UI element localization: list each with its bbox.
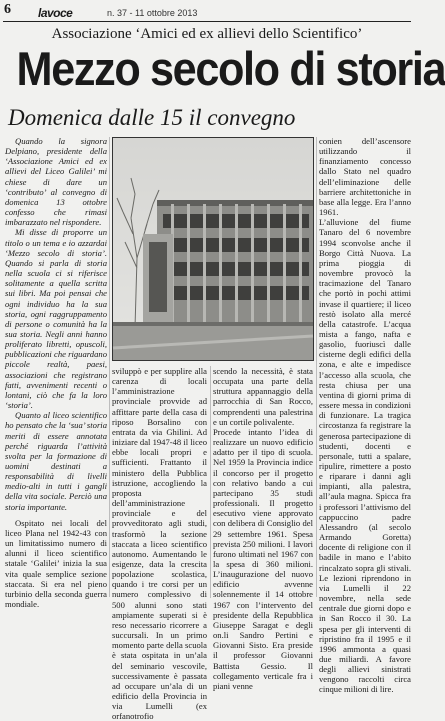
- article-column-3: [213, 366, 313, 691]
- article-column-4: [319, 136, 411, 695]
- intro-paragraph-3: Quanto al liceo scientifico ho pensato che la ‘sua’ storia meriti di essere annotata perché riguarda l’attività svolta per la formazione di uomini destinati a responsabilità di livelli medio-alti in tutti i gangli della vita sociale. Perciò una storia importante.: [5, 410, 107, 512]
- school-building-photo: [112, 137, 314, 361]
- article-headline: Mezzo secolo di storia: [16, 42, 445, 95]
- publication-logo: lavoce: [38, 6, 73, 20]
- header-rule: [3, 21, 411, 22]
- intro-paragraph-1: Quando la signora Delpiano, presidente della ‘Associazione Amici ed ex allievi del Liceo Galilei’ mi chiese di dare un ‘contributo’ al convegno di domenica 13 ottobre confesso che rimasi imbarazzato nel rispondere.: [5, 136, 107, 228]
- article-overline: Associazione ‘Amici ed ex allievi dello Scientifico’: [51, 26, 363, 42]
- page-number: 6: [4, 2, 11, 17]
- column-3-text: scendo la necessità, è stata occupata una parte della struttura appannaggio della parrocchia di San Rocco, comprendenti una palestrina e un cortile polivalente. Procede intanto l’idea di realizzare un nuovo edificio adatto per il tipo di scuola. Nel 1959 la Provincia indice il concorso per il progetto con relativo bando a cui partecipano 35 studi professionali. Il progetto esecutivo viene approvato con delibera di Consiglio del 29 settembre 1961. Spesa prevista 250 milioni. I lavori furono ultimati nel 1967 con la spesa di 360 milioni. L’inaugurazione del nuovo edificio avvenne solennemente il 14 ottobre 1967 con l’intervento del presidente della Repubblica Giuseppe Saragat e degli on.li Sandro Pertini e Giovanni Sisto. Era preside il professor Giovanni Battista Gessio. Il collegamento verticale fra i piani venne: [213, 366, 313, 691]
- column-4-text: conien dell’ascensore utilizzando il finanziamento concesso dallo Stato nel quadro dell’eliminazione delle barriere architettoniche in base alla legge. Era l’anno 1961. L’alluvione del fiume Tanaro del 6 novembre 1994 sconvolse anche il Borgo Città Nuova. La prima pioggia di novembre provocò la tracimazione del Tanaro che portò in pochi attimi invase il quartiere; il liceo restò isolato alla mercé della catastrofe. L’acqua mista a fango, nafta e gasolio, fuoriuscì dalle cisterne degli edifici della zona, e alte e impedisce l’accesso alla scuola, che resta chiusa per una ventina di giorni prima di essere messa in condizioni di funzionare. La tragica circostanza fa registrare la generosa partecipazione di studenti, docenti e personale, tutti a spalare, ripulire, rimettere a posto e riparare i danni agli impianti, alla palestra, all’aula magna. Spicca fra i professori l’attivismo del cappuccino padre Alessandro (al secolo Armando Goretta) docente di religione con il badile in mano e l’abito rincalzato sopra gli stivali. Le lezioni riprendono in via Lumelli il 22 novembre, nella sede centrale due giorni dopo e in San Rocco il 30. La spesa per gli interventi di ripristino fra il 1995 e il 1996 ammonta a quasi due miliardi. A favore degli allievi sinistrati vengono raccolti circa cinque milioni di lire.: [319, 136, 411, 695]
- column-2-text: sviluppò e per supplire alla carenza di locali l’amministrazione provinciale provvide ad affittare parte della casa di riposo Borsalino con entrata da via Ghilini. Ad iniziare dal 1947-48 il liceo ebbe locali propri e sufficienti. Frattanto il ministero della Pubblica istruzione, accogliendo la proposta dell’amministrazione provinciale e del provveditorato agli studi, trasformò la sezione staccata a liceo scientifico autonomo. Aumentando le esigenze, data la crescita popolazione scolastica, quando i tre corsi per un numero complessivo di 500 alunni sono stati ampiamente superati si è reso necessario ricorrere a succursali. In un primo momento parte della scuola è stata ospitata in un’ala del seminario vescovile, successivamente è passata ad occupare un’ala di un edificio della Provincia in via Lumelli (ex orfanotrofio: [112, 366, 207, 721]
- school-building-icon: [113, 138, 313, 360]
- column-divider: [109, 137, 110, 597]
- column-divider: [210, 366, 211, 598]
- article-column-1: [5, 136, 107, 610]
- column-divider: [316, 137, 317, 597]
- article-subheadline: Domenica dalle 15 il convegno: [8, 105, 296, 130]
- issue-info: n. 37 - 11 ottobre 2013: [107, 8, 198, 18]
- intro-paragraph-2: Mi disse di proporre un titolo o un tema e io azzardai ‘Mezzo secolo di storia’. Quando si parla di storia nella scuola ci si riferisce solitamente a quella scritta sui libri. Ma poi pensai che ogni individuo ha la sua storia, ogni raggruppamento di persone o comunità ha la sua storia. Negli anni hanno proliferato libretti, opuscoli, pubblicazioni che riguardano piccole realtà, paesi, associazioni che registrano fatti, avvenimenti recenti o lontani, ciò che fa la loro ‘storia’.: [5, 227, 107, 411]
- body-paragraph-1: Ospitato nei locali del liceo Plana nel 1942-43 con un limitatissimo numero di alunni il liceo scientifico statale ‘Galilei’ inizia la sua vita quale semplice sezione staccata. Si era nel pieno turbinio della seconda guerra mondiale.: [5, 517, 107, 610]
- article-column-2: [112, 366, 207, 721]
